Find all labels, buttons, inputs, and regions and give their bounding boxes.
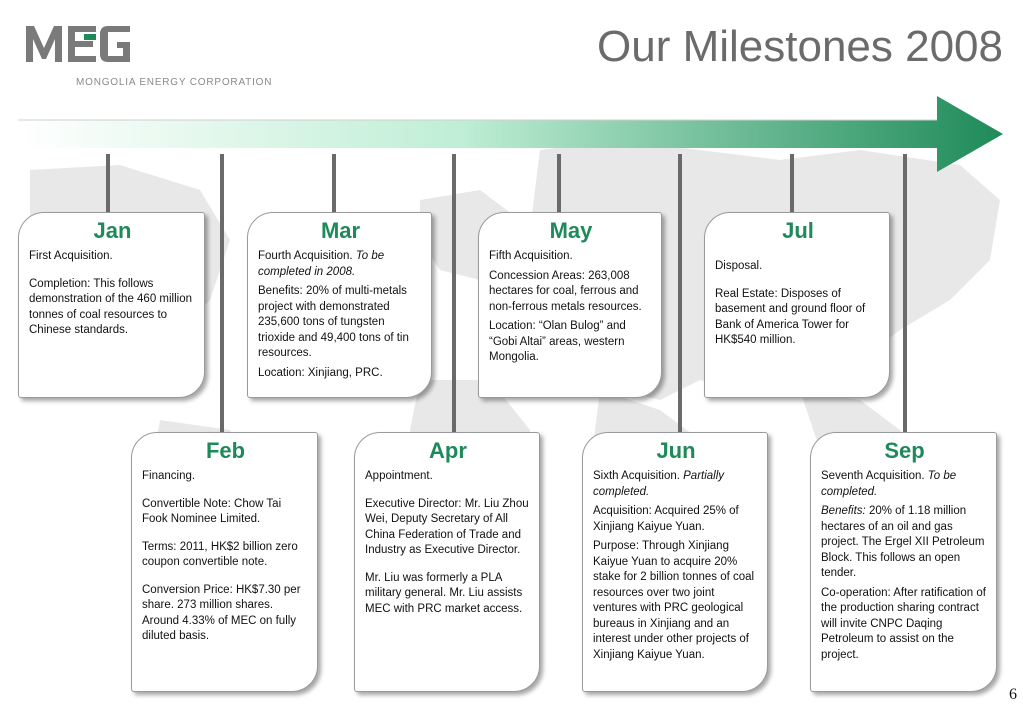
card-text: Benefits: 20% of multi-metals project with demonstrated 235,600 tons of tungsten trioxide and 49,400 tons of tin resources. [258,285,409,359]
milestone-card-feb [131,432,318,692]
company-name: MONGOLIA ENERGY CORPORATION [76,77,273,88]
connector-sep [903,154,907,432]
card-text: Disposal. [715,260,763,272]
month-label: Jun [656,438,696,463]
card-text: Concession Areas: 263,008 hectares for coal, ferrous and non-ferrous metals resources. [489,269,642,313]
card-text: Completion: This follows demonstration of the 460 million tonnes of coal resources to Chinese standards. [29,277,193,336]
card-text: Terms: 2011, HK$2 billion zero coupon convertible note. [142,540,298,568]
connector-mar [332,154,336,212]
connector-feb [220,154,224,432]
card-text: Location: Xinjiang, PRC. [258,366,383,379]
month-label: Jul [782,218,814,243]
connector-may [557,154,561,212]
card-text: Location: “Olan Bulog” and “Gobi Altai” areas, western Mongolia. [489,320,626,363]
month-label: Feb [205,438,246,463]
card-text: Sixth Acquisition. Partially completed. [593,470,725,498]
month-label: May [549,218,593,243]
connector-jan [106,154,110,212]
card-text: Co-operation: After ratification of the production sharing contract will invite CNPC Daqing Petroleum to assist on the project. [821,586,986,661]
month-label: Mar [320,218,361,243]
card-text: Financing. [142,470,196,482]
page-title: Our Milestones 2008 [597,22,1003,71]
milestone-card-sep [810,432,997,692]
connector-jun [678,154,682,432]
card-text: Mr. Liu was formerly a PLA military general. Mr. Liu assists MEC with PRC market access. [365,571,523,615]
month-label: Jan [93,218,132,243]
milestone-card-jul [704,212,890,398]
card-text: Acquisition: Acquired 25% of Xinjiang Kaiyue Yuan. [593,505,739,533]
milestone-card-jun [582,432,768,692]
card-text: Benefits: 20% of 1.18 million hectares of an oil and gas project. The Ergel XII Petroleum Block. This follows an open tender. [821,505,985,579]
card-text: Seventh Acquisition. To be completed. [821,470,957,498]
card-text: Real Estate: Disposes of basement and ground floor of Bank of America Tower for HK$540 million. [715,287,866,346]
page-number: 6 [1009,686,1017,703]
month-label: Apr [429,438,467,463]
connector-jul [790,154,794,212]
card-text: Convertible Note: Chow Tai Fook Nominee Limited. [142,497,282,525]
milestone-card-jan [18,212,205,398]
connector-apr [452,154,456,432]
card-text: Executive Director: Mr. Liu Zhou Wei, Deputy Secretary of All China Federation of Trade and Industry as Executive Director. [365,497,529,556]
month-label: Sep [884,438,925,463]
milestone-card-apr [354,432,540,692]
card-text: First Acquisition. [29,250,113,262]
timeline-arrow [0,92,1023,192]
card-text: Fifth Acquisition. [489,250,573,262]
mec-logo [24,22,134,72]
milestone-card-may [478,212,662,398]
card-text: Appointment. [365,470,433,482]
milestone-card-mar [247,212,432,398]
card-text: Fourth Acquisition. To be completed in 2008. [258,250,385,278]
card-text: Conversion Price: HK$7.30 per share. 273 million shares. Around 4.33% of MEC on fully diluted basis. [142,583,301,642]
card-text: Purpose: Through Xinjiang Kaiyue Yuan to acquire 20% stake for 2 billion tonnes of coal resources over two joint ventures with PRC geological bureaus in Xinjiang and an interest under other projects of Xinjiang Kaiyue Yuan. [593,540,755,661]
